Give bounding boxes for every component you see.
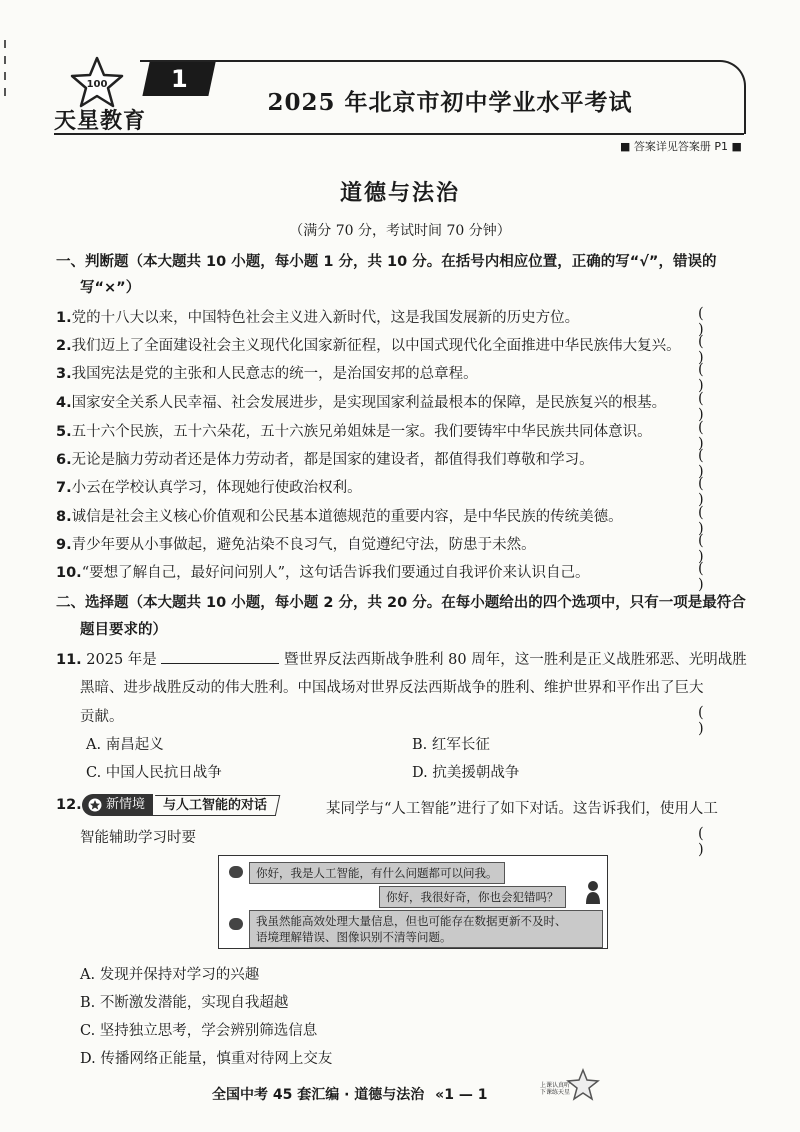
answer-paren: ( ) <box>698 306 734 338</box>
item-number: 2. <box>56 338 72 354</box>
item-text: “要想了解自己，最好问问别人”，这句话告诉我们要通过自我评价来认识自己。 <box>81 565 590 581</box>
judgement-item <box>56 334 681 355</box>
judgement-item <box>56 476 362 497</box>
q12-option-b: B. 不断激发潜能，实现自我超越 <box>80 995 289 1011</box>
user-message-1: 你好，我很好奇，你也会犯错吗？ <box>379 886 566 908</box>
judgement-item <box>56 420 652 441</box>
item-number: 10. <box>56 565 82 581</box>
q12-stem-line2: 智能辅助学习时要 <box>80 830 196 846</box>
section1-heading-cont: 写“×”） <box>80 280 141 296</box>
item-number: 3. <box>56 366 72 382</box>
star-badge-icon <box>88 798 102 812</box>
q12-stem-line1: 某同学与“人工智能”进行了如下对话。这告诉我们，使用人工 <box>326 801 718 817</box>
q11-option-b: B. 红军长征 <box>412 737 490 753</box>
robot-icon <box>229 866 243 878</box>
item-number: 6. <box>56 452 72 468</box>
subject-title: 道德与法治 <box>339 180 460 206</box>
q11-stem: 11. 2025 年是 暨世界反法西斯战争胜利 80 周年，这一胜利是正义战胜邪恶、光明战胜 <box>56 648 747 669</box>
item-number: 1. <box>56 310 72 326</box>
paper-number-tab: 1 <box>142 62 215 96</box>
item-number: 7. <box>56 480 72 496</box>
header-rule <box>54 133 744 135</box>
item-number: 5. <box>56 424 72 440</box>
answer-paren: ( ) <box>698 391 734 423</box>
page-number: «1 — 1 <box>435 1087 488 1103</box>
ai-chat-box <box>218 855 608 949</box>
judgement-item <box>56 561 590 582</box>
answer-paren: ( ) <box>698 448 734 480</box>
q11-answer-paren: ( ) <box>698 705 734 737</box>
topic-badge: 与人工智能的对话 <box>151 795 280 816</box>
item-text: 国家安全关系人民幸福、社会发展进步，是实现国家利益最根本的保障，是民族复兴的根基。 <box>71 395 667 411</box>
margin-marks <box>4 40 7 100</box>
q11-option-a: A. 南昌起义 <box>86 737 164 753</box>
q11-option-d: D. 抗美援朝战争 <box>412 765 520 781</box>
new-context-badge: 新情境 <box>82 794 153 816</box>
score-note: （满分 70 分，考试时间 70 分钟） <box>289 223 511 239</box>
exam-title: 2025 年北京市初中学业水平考试 <box>267 89 633 116</box>
judgement-item <box>56 362 478 383</box>
item-number: 8. <box>56 509 72 525</box>
robot-icon <box>229 918 243 930</box>
q11-stem-line2: 黑暗、进步战胜反动的伟大胜利。中国战场对世界反法西斯战争的胜利、维护世界和平作出了巨大 <box>80 680 704 696</box>
brand-name: 天星教育 <box>54 109 147 134</box>
answer-paren: ( ) <box>698 476 734 508</box>
student-icon <box>585 880 601 904</box>
q12-answer-paren: ( ) <box>698 826 734 858</box>
item-number: 9. <box>56 537 72 553</box>
item-text: 党的十八大以来，中国特色社会主义进入新时代，这是我国发展新的历史方位。 <box>71 310 580 326</box>
judgement-item <box>56 533 536 554</box>
answer-paren: ( ) <box>698 561 734 593</box>
judgement-item <box>56 391 666 412</box>
ai-message-2: 我虽然能高效处理大量信息，但也可能存在数据更新不及时、 语境理解错误、图像识别不清等问题。 <box>249 910 603 948</box>
section2-heading-cont: 题目要求的） <box>80 622 167 638</box>
q11-number: 11. <box>56 652 82 668</box>
judgement-item <box>56 306 579 327</box>
q12-context-tag <box>82 794 278 816</box>
item-text: 无论是脑力劳动者还是体力劳动者，都是国家的建设者，都值得我们尊敬和学习。 <box>71 452 594 468</box>
logo-text: 100 <box>86 79 108 90</box>
q11-blank <box>161 649 279 664</box>
q12-option-c: C. 坚持独立思考，学会辨别筛选信息 <box>80 1023 318 1039</box>
answer-paren: ( ) <box>698 420 734 452</box>
footer-title: 全国中考 45 套汇编 · 道德与法治 <box>212 1087 425 1103</box>
q11-stem-line3: 贡献。 <box>80 709 124 725</box>
item-text: 诚信是社会主义核心价值观和公民基本道德规范的重要内容，是中华民族的传统美德。 <box>71 509 623 525</box>
answer-paren: ( ) <box>698 334 734 366</box>
item-text: 我们迈上了全面建设社会主义现代化国家新征程，以中国式现代化全面推进中华民族伟大复兴。 <box>71 338 681 354</box>
item-number: 4. <box>56 395 72 411</box>
judgement-item <box>56 505 623 526</box>
section1-heading: 一、判断题（本大题共 10 小题，每小题 1 分，共 10 分。在括号内相应位置，正确的写“√”，错误的 <box>56 254 717 270</box>
answer-paren: ( ) <box>698 362 734 394</box>
section2-heading: 二、选择题（本大题共 10 小题，每小题 2 分，共 20 分。在每小题给出的四个选项中，只有一项是最符合 <box>56 595 746 611</box>
star-mascot-icon <box>566 1068 600 1102</box>
ai-message-1: 你好，我是人工智能，有什么问题都可以问我。 <box>249 862 505 884</box>
item-text: 小云在学校认真学习，体现她行使政治权利。 <box>71 480 362 496</box>
answer-note: ■ 答案详见答案册 P1 ■ <box>620 140 742 153</box>
answer-paren: ( ) <box>698 533 734 565</box>
page-footer <box>212 1084 487 1104</box>
item-text: 五十六个民族，五十六朵花，五十六族兄弟姐妹是一家。我们要铸牢中华民族共同体意识。 <box>71 424 652 440</box>
item-text: 青少年要从小事做起，避免沾染不良习气，自觉遵纪守法，防患于未然。 <box>71 537 536 553</box>
judgement-item <box>56 448 594 469</box>
q11-option-c: C. 中国人民抗日战争 <box>86 765 222 781</box>
answer-paren: ( ) <box>698 505 734 537</box>
q12-option-a: A. 发现并保持对学习的兴趣 <box>80 967 260 983</box>
q12-number: 12. <box>56 797 82 813</box>
star-logo-icon <box>70 56 124 110</box>
footer-slogan: 上课认真听 下课练天星 <box>540 1082 571 1096</box>
item-text: 我国宪法是党的主张和人民意志的统一，是治国安邦的总章程。 <box>71 366 478 382</box>
q12-option-d: D. 传播网络正能量，慎重对待网上交友 <box>80 1051 333 1067</box>
